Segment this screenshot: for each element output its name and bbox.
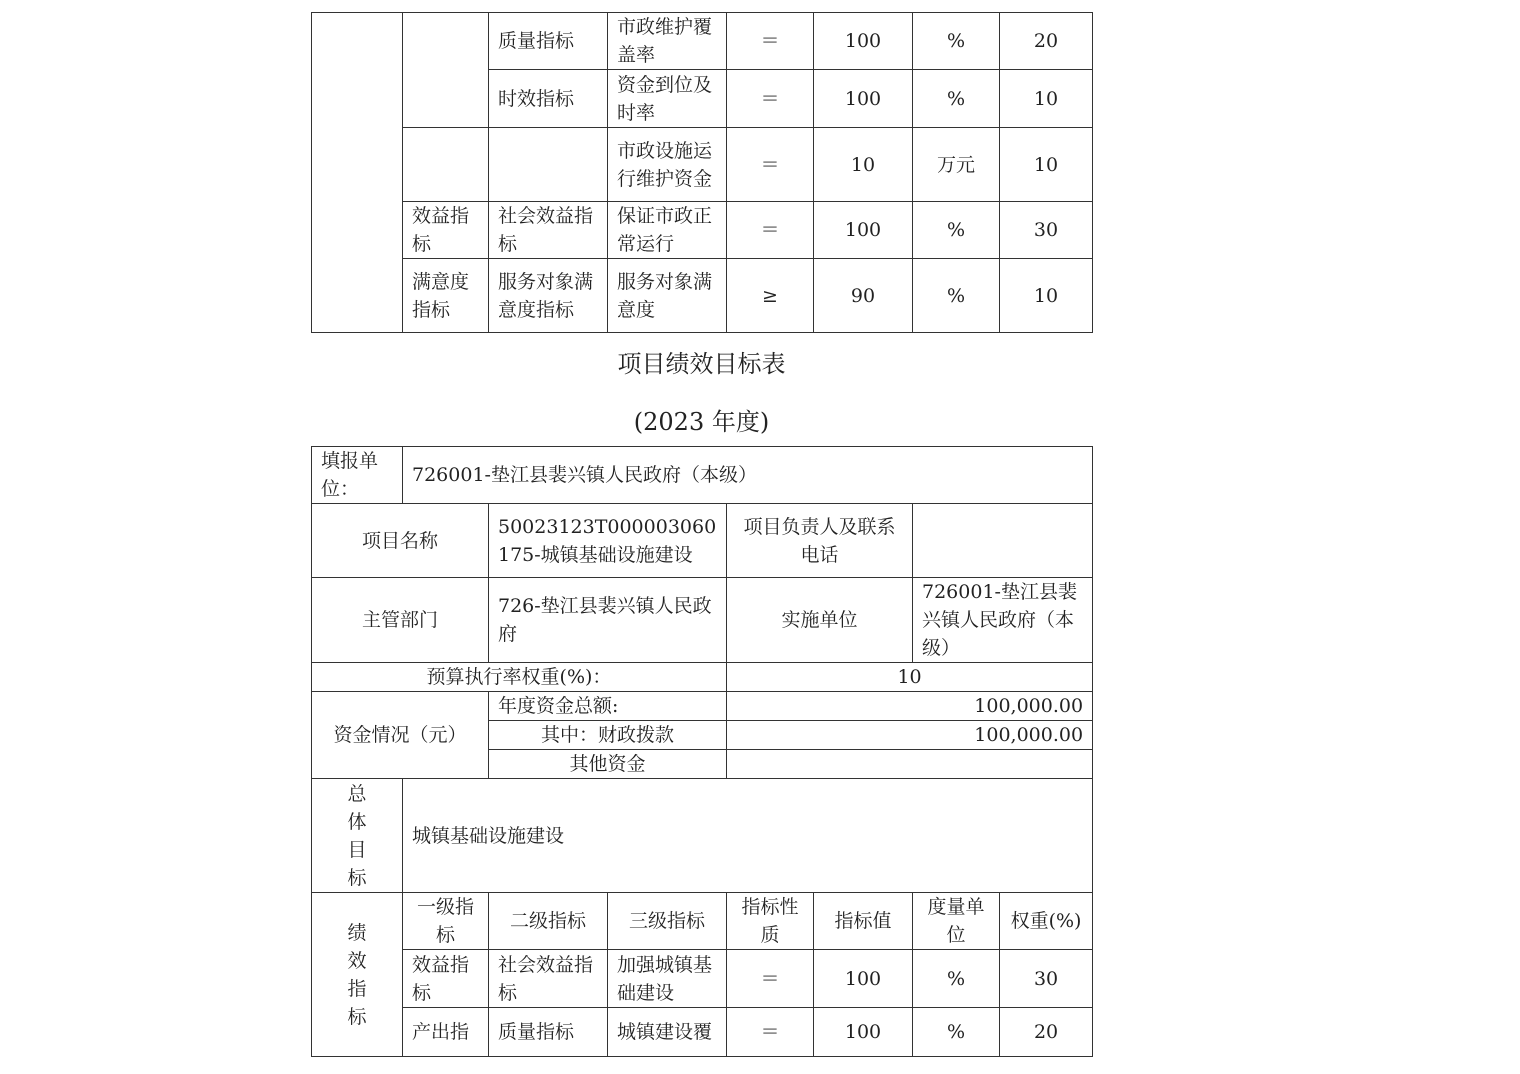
header-nature: 指标性质 <box>727 893 814 950</box>
level1-cell: 效益指标 <box>403 202 489 259</box>
level3-cell: 服务对象满意度 <box>608 259 727 333</box>
operator-cell: ＝ <box>727 13 814 70</box>
blank-cell <box>403 13 489 128</box>
funds-row <box>312 692 1093 721</box>
goal-value: 城镇基础设施建设 <box>403 779 1093 893</box>
level2-cell: 社会效益指标 <box>489 202 608 259</box>
level1-cell <box>403 128 489 202</box>
perf-label: 绩 效 指 标 <box>312 893 403 1057</box>
funds-total-value: 100,000.00 <box>727 692 1093 721</box>
goal-row <box>312 779 1093 893</box>
value-cell: 10 <box>814 128 913 202</box>
owner-value <box>913 504 1093 578</box>
funds-fiscal-value: 100,000.00 <box>727 721 1093 750</box>
funds-total-label: 年度资金总额: <box>489 692 727 721</box>
unit-value: 726001-垫江县裴兴镇人民政府（本级） <box>403 447 1093 504</box>
operator-cell: ≥ <box>727 259 814 333</box>
owner-label: 项目负责人及联系电话 <box>727 504 913 578</box>
table-row <box>312 259 1093 333</box>
level2-cell <box>489 128 608 202</box>
table-row <box>312 128 1093 202</box>
project-name-label: 项目名称 <box>312 504 489 578</box>
funds-fiscal-label: 其中：财政拨款 <box>489 721 727 750</box>
funds-other-label: 其他资金 <box>489 750 727 779</box>
level2-cell: 社会效益指标 <box>489 950 608 1008</box>
value-cell: 100 <box>814 13 913 70</box>
level3-cell: 城镇建设覆 <box>608 1008 727 1057</box>
operator-cell: ＝ <box>727 70 814 128</box>
header-weight: 权重(%) <box>1000 893 1093 950</box>
goal-label: 总 体 目 标 <box>312 779 403 893</box>
dept-value: 726-垫江县裴兴镇人民政府 <box>489 578 727 663</box>
level2-cell: 时效指标 <box>489 70 608 128</box>
header-row <box>312 893 1093 950</box>
unit-cell: % <box>913 259 1000 333</box>
header-value: 指标值 <box>814 893 913 950</box>
weight-cell: 10 <box>1000 259 1093 333</box>
page-subtitle: (2023 年度) <box>633 408 770 436</box>
weight-cell: 30 <box>1000 202 1093 259</box>
budget-label: 预算执行率权重(%)： <box>312 663 727 692</box>
level3-cell: 市政维护覆盖率 <box>608 13 727 70</box>
unit-cell: % <box>913 1008 1000 1057</box>
operator-cell: ＝ <box>727 202 814 259</box>
dept-label: 主管部门 <box>312 578 489 663</box>
table-row <box>312 1008 1093 1057</box>
level1-cell: 效益指标 <box>403 950 489 1008</box>
value-cell: 100 <box>814 202 913 259</box>
table-row <box>312 202 1093 259</box>
operator-cell: ＝ <box>727 128 814 202</box>
header-level2: 二级指标 <box>489 893 608 950</box>
funds-label: 资金情况（元） <box>312 692 489 779</box>
unit-cell: % <box>913 202 1000 259</box>
table-row <box>312 950 1093 1008</box>
weight-cell: 20 <box>1000 13 1093 70</box>
value-cell: 100 <box>814 950 913 1008</box>
header-level1: 一级指标 <box>403 893 489 950</box>
header-unit: 度量单位 <box>913 893 1000 950</box>
project-name-value: 50023123T000003060175-城镇基础设施建设 <box>489 504 727 578</box>
weight-cell: 10 <box>1000 128 1093 202</box>
level3-cell: 保证市政正常运行 <box>608 202 727 259</box>
level1-cell: 产出指 <box>403 1008 489 1057</box>
performance-form-table <box>311 446 1093 1057</box>
level2-cell: 服务对象满意度指标 <box>489 259 608 333</box>
level2-cell: 质量指标 <box>489 13 608 70</box>
blank-cell <box>312 13 403 333</box>
weight-cell: 20 <box>1000 1008 1093 1057</box>
impl-label: 实施单位 <box>727 578 913 663</box>
level1-cell: 满意度指标 <box>403 259 489 333</box>
top-indicator-table <box>311 12 1093 333</box>
level3-cell: 加强城镇基础建设 <box>608 950 727 1008</box>
operator-cell: ＝ <box>727 1008 814 1057</box>
unit-cell: % <box>913 13 1000 70</box>
value-cell: 90 <box>814 259 913 333</box>
unit-cell: % <box>913 70 1000 128</box>
unit-label: 填报单位： <box>312 447 403 504</box>
unit-cell: 万元 <box>913 128 1000 202</box>
header-level3: 三级指标 <box>608 893 727 950</box>
value-cell: 100 <box>814 1008 913 1057</box>
level3-cell: 市政设施运行维护资金 <box>608 128 727 202</box>
table-row <box>312 13 1093 70</box>
impl-value: 726001-垫江县裴兴镇人民政府（本级） <box>913 578 1093 663</box>
budget-value: 10 <box>727 663 1093 692</box>
page-title: 项目绩效目标表 <box>617 350 786 378</box>
project-row <box>312 504 1093 578</box>
unit-cell: % <box>913 950 1000 1008</box>
weight-cell: 10 <box>1000 70 1093 128</box>
value-cell: 100 <box>814 70 913 128</box>
weight-cell: 30 <box>1000 950 1093 1008</box>
funds-other-value <box>727 750 1093 779</box>
budget-row <box>312 663 1093 692</box>
level2-cell: 质量指标 <box>489 1008 608 1057</box>
operator-cell: ＝ <box>727 950 814 1008</box>
unit-row <box>312 447 1093 504</box>
level3-cell: 资金到位及时率 <box>608 70 727 128</box>
dept-row <box>312 578 1093 663</box>
